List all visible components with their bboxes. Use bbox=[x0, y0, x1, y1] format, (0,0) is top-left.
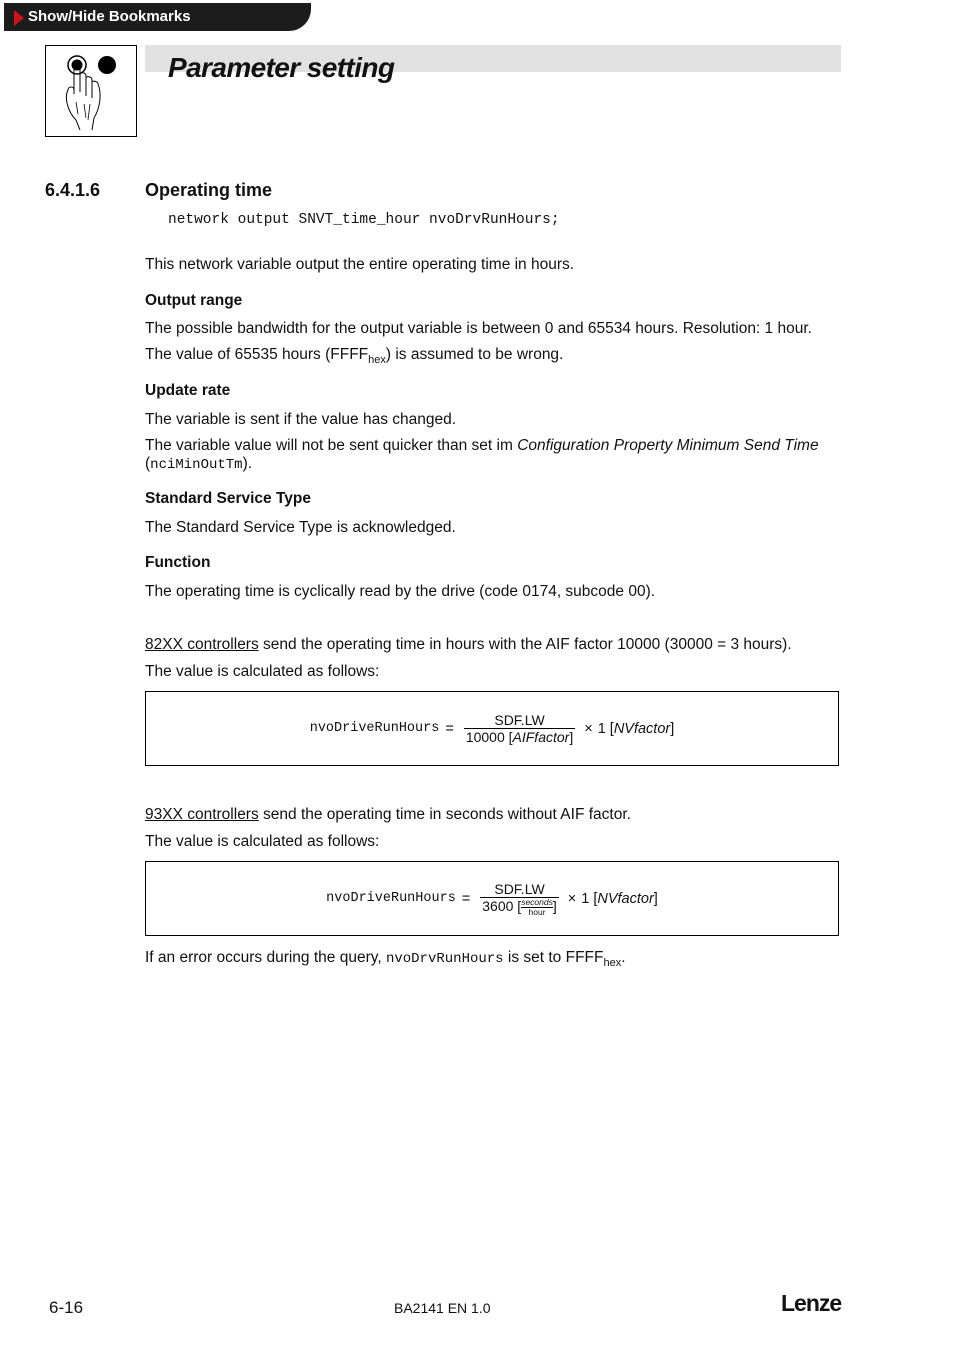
function-text: The operating time is cyclically read by the drive (code 0174, subcode 00). bbox=[145, 583, 656, 600]
update-rate-text: The variable is sent if the value has changed. bbox=[145, 411, 457, 428]
c93-calc-text: The value is calculated as follows: bbox=[145, 833, 380, 850]
lenze-logo: Lenze bbox=[781, 1290, 842, 1316]
section-number: 6.4.1.6 bbox=[45, 180, 101, 200]
c82-text: 82XX controllers send the operating time in hours with the AIF factor 10000 (30000 = 3 hours). bbox=[145, 636, 792, 653]
c82-calc-text: The value is calculated as follows: bbox=[145, 663, 380, 680]
hand-pressing-button-icon bbox=[45, 45, 137, 137]
output-range-heading: Output range bbox=[145, 292, 243, 309]
code-declaration: network output SNVT_time_hour nvoDrvRunHours; bbox=[168, 212, 560, 228]
show-hide-bookmarks-button[interactable] bbox=[4, 3, 311, 31]
update-rate-text-2: The variable value will not be sent quicker than set im Configuration Property Minimum Send Time bbox=[145, 437, 819, 454]
c93-text: 93XX controllers send the operating time in seconds without AIF factor. bbox=[145, 806, 631, 823]
update-rate-heading: Update rate bbox=[145, 382, 231, 399]
intro-text: This network variable output the entire operating time in hours. bbox=[145, 256, 575, 273]
bookmarks-label: Show/Hide Bookmarks bbox=[28, 8, 191, 25]
service-type-text: The Standard Service Type is acknowledged. bbox=[145, 519, 456, 536]
function-heading: Function bbox=[145, 554, 211, 571]
c82-link[interactable]: 82XX controllers bbox=[145, 636, 259, 653]
page-title: Parameter setting bbox=[168, 52, 395, 83]
page-number: 6-16 bbox=[49, 1298, 84, 1317]
output-range-text-2: The value of 65535 hours $(FFFF_{hex})$ is assumed to be wrong. bbox=[145, 346, 564, 366]
formula-box-93xx: nvoDriveRunHours = SDF.LW 3600 [ $\frac{\text{seconds}}{\text{hour}}$ ] × 1 [ NVfactor ] bbox=[145, 861, 839, 936]
service-type-heading: Standard Service Type bbox=[145, 490, 311, 507]
triangle-right-icon bbox=[14, 10, 24, 26]
error-text: If an error occurs during the query, nvoDrvRunHours is set to $FFFF_{hex}$. bbox=[145, 949, 626, 969]
output-range-text: The possible bandwidth for the output variable is between 0 and 65534 hours. Resolution: 1 hour. bbox=[145, 320, 812, 337]
section-title: Operating time bbox=[145, 180, 273, 200]
update-rate-text-3: (nciMinOutTm). bbox=[145, 455, 253, 473]
formula-box-82xx: nvoDriveRunHours = $\frac{\text{SDF.LW}}{\text{10000 [AIFfactor]}}$ × 1 [ NVfactor ] bbox=[145, 691, 839, 766]
c93-link[interactable]: 93XX controllers bbox=[145, 806, 259, 823]
doc-id: BA2141 EN 1.0 bbox=[394, 1300, 491, 1316]
